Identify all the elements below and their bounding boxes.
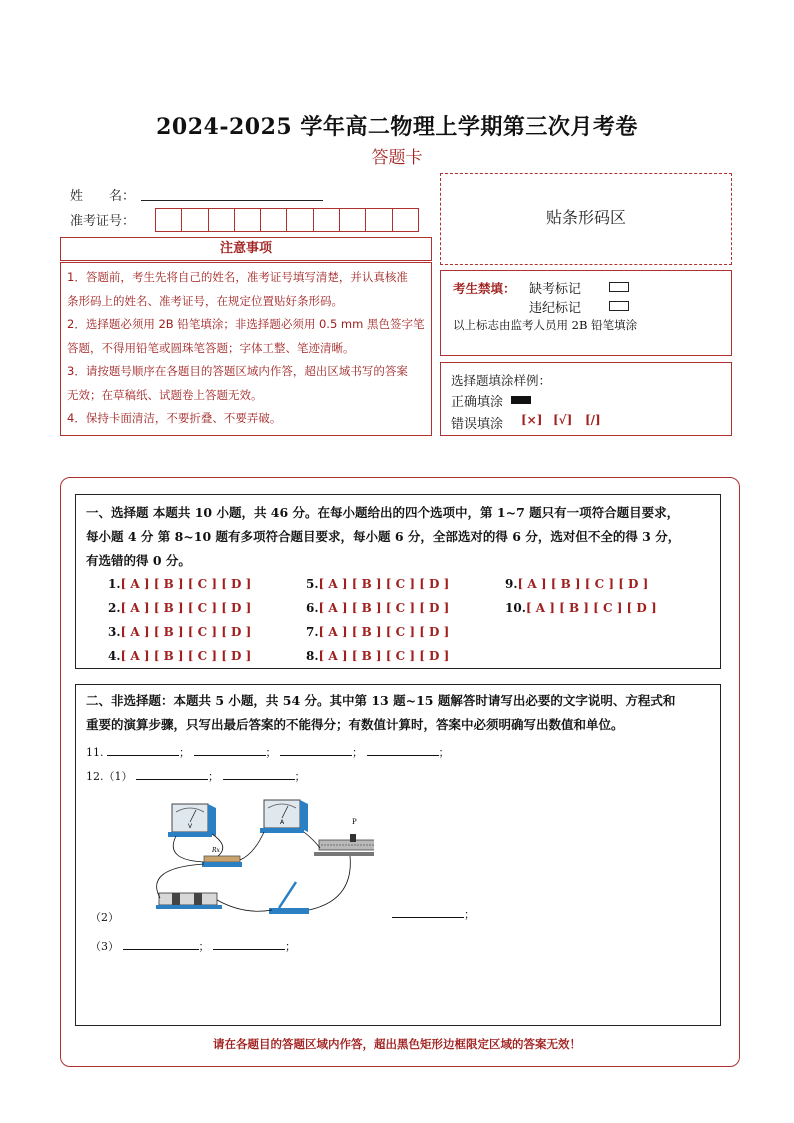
notice-item-2: 2．选择题必须用 2B 铅笔填涂；非选择题必须用 0.5 mm 黑色签字笔 [67,317,425,331]
violation-mark-box[interactable] [609,301,629,311]
wrong-fill-label: 错误填涂 [451,417,504,432]
fill-sample-box [440,362,732,436]
page-subtitle: 答题卡 [371,148,423,168]
q11-blank-2[interactable] [194,743,266,756]
wrong-mark-x: [×] [521,413,543,427]
section-multiple-choice [75,494,721,669]
notice-item-4: 4．保持卡面清洁，不要折叠、不要弄破。 [67,411,282,425]
q12-1-row: 12.（1） ； ； [86,767,306,784]
q12-2-blank[interactable] [392,905,464,918]
svg-text:A: A [280,819,285,826]
mcq-3[interactable]: 3.[ A ] [ B ] [ C ] [ D ] [108,625,252,639]
switch-icon [269,882,309,914]
section1-text-2: 每小题 4 分 第 8~10 题有多项符合题目要求，每小题 6 分，全部选对的得 6 分，选对但不全的得 3 分， [86,529,681,544]
barcode-area [440,173,732,265]
svg-text:V: V [188,823,193,830]
proctor-only-box [440,270,732,356]
notice-heading: 注意事项 [60,237,432,261]
section1-text-1: 一、选择题 本题共 10 小题，共 46 分。在每小题给出的四个选项中，第 1~7 题只有一项符合题目要求， [86,505,680,520]
q12-2-row: ； [392,905,475,922]
q12-3-row: （3） ； ； [90,937,296,954]
id-digit-box[interactable] [313,208,339,232]
id-digit-box[interactable] [339,208,365,232]
notice-item-3: 3．请按题号顺序在各题目的答题区域内作答，超出区域书写的答案 [67,364,408,378]
proctor-title: 考生禁填： [453,281,516,296]
id-digit-box[interactable] [234,208,260,232]
q11-blank-1[interactable] [107,743,179,756]
mcq-1[interactable]: 1.[ A ] [ B ] [ C ] [ D ] [108,577,252,591]
barcode-label: 贴条形码区 [545,208,626,227]
section-non-choice [75,684,721,1026]
id-digit-box[interactable] [286,208,312,232]
id-digit-box[interactable] [181,208,207,232]
id-digit-box[interactable] [208,208,234,232]
mcq-4[interactable]: 4.[ A ] [ B ] [ C ] [ D ] [108,649,252,663]
id-digit-box[interactable] [392,208,419,232]
resistor-icon [202,847,242,867]
mcq-5[interactable]: 5.[ A ] [ B ] [ C ] [ D ] [306,577,450,591]
violation-label: 违纪标记 [529,301,582,316]
sample-title: 选择题填涂样例： [451,373,552,388]
mcq-9[interactable]: 9.[ A ] [ B ] [ C ] [ D ] [505,577,649,591]
mcq-7[interactable]: 7.[ A ] [ B ] [ C ] [ D ] [306,625,450,639]
proctor-note: 以上标志由监考人员用 2B 铅笔填涂 [453,318,638,332]
wrong-mark-check: [√] [553,413,573,427]
id-label: 准考证号： [70,214,136,229]
page-title: 2024-2025 学年高二物理上学期第三次月考卷 [156,114,638,140]
id-digit-box[interactable] [155,208,181,232]
correct-fill-label: 正确填涂 [451,395,504,410]
absent-mark-box[interactable] [609,282,629,292]
name-label: 姓 名： [70,189,136,204]
svg-text:Rx: Rx [212,847,220,854]
q11-blank-3[interactable] [280,743,352,756]
notice-item-3-cont: 无效；在草稿纸、试题卷上答题无效。 [67,387,263,402]
battery-icon [156,893,222,909]
notice-box [60,262,432,436]
wrong-mark-slash: [/] [585,413,601,427]
q12-1-blank-2[interactable] [223,767,295,780]
q12-1-blank-1[interactable] [136,767,208,780]
q12-2-label: （2） [90,911,119,924]
svg-text:P: P [352,818,357,826]
q12-3-blank-1[interactable] [123,937,199,950]
mcq-6[interactable]: 6.[ A ] [ B ] [ C ] [ D ] [306,601,450,615]
q11-blank-4[interactable] [367,743,439,756]
q12-3-blank-2[interactable] [213,937,285,950]
q11-row: 11. ； ； ； ； [86,743,450,760]
correct-fill-mark [511,396,531,404]
absent-label: 缺考标记 [529,282,582,297]
id-digit-box[interactable] [365,208,391,232]
notice-item-2-cont: 答题，不得用铅笔或圆珠笔答题；字体工整、笔迹清晰。 [67,340,355,355]
ammeter-icon [260,800,308,833]
section2-text-2: 重要的演算步骤，只写出最后答案的不能得分；有数值计算时，答案中必须明确写出数值和单位。 [86,717,624,732]
mcq-8[interactable]: 8.[ A ] [ B ] [ C ] [ D ] [306,649,450,663]
mcq-10[interactable]: 10.[ A ] [ B ] [ C ] [ D ] [505,601,657,615]
section2-text-1: 二、非选择题：本题共 5 小题，共 54 分。其中第 13 题~15 题解答时请写出必要的文字说明、方程式和 [86,693,676,708]
name-field[interactable] [141,200,323,201]
voltmeter-icon [168,804,216,837]
id-digit-box[interactable] [260,208,286,232]
rheostat-icon [314,818,374,856]
mcq-2[interactable]: 2.[ A ] [ B ] [ C ] [ D ] [108,601,252,615]
circuit-diagram [114,790,374,930]
section1-text-3: 有选错的得 0 分。 [86,553,191,568]
notice-item-1-cont: 条形码上的姓名、准考证号，在规定位置贴好条形码。 [67,293,343,308]
notice-item-1: 1．答题前，考生先将自己的姓名，准考证号填写清楚，并认真核准 [67,270,408,284]
id-number-boxes[interactable] [155,208,419,232]
footer-warning: 请在各题目的答题区域内作答，超出黑色矩形边框限定区域的答案无效！ [213,1037,581,1051]
